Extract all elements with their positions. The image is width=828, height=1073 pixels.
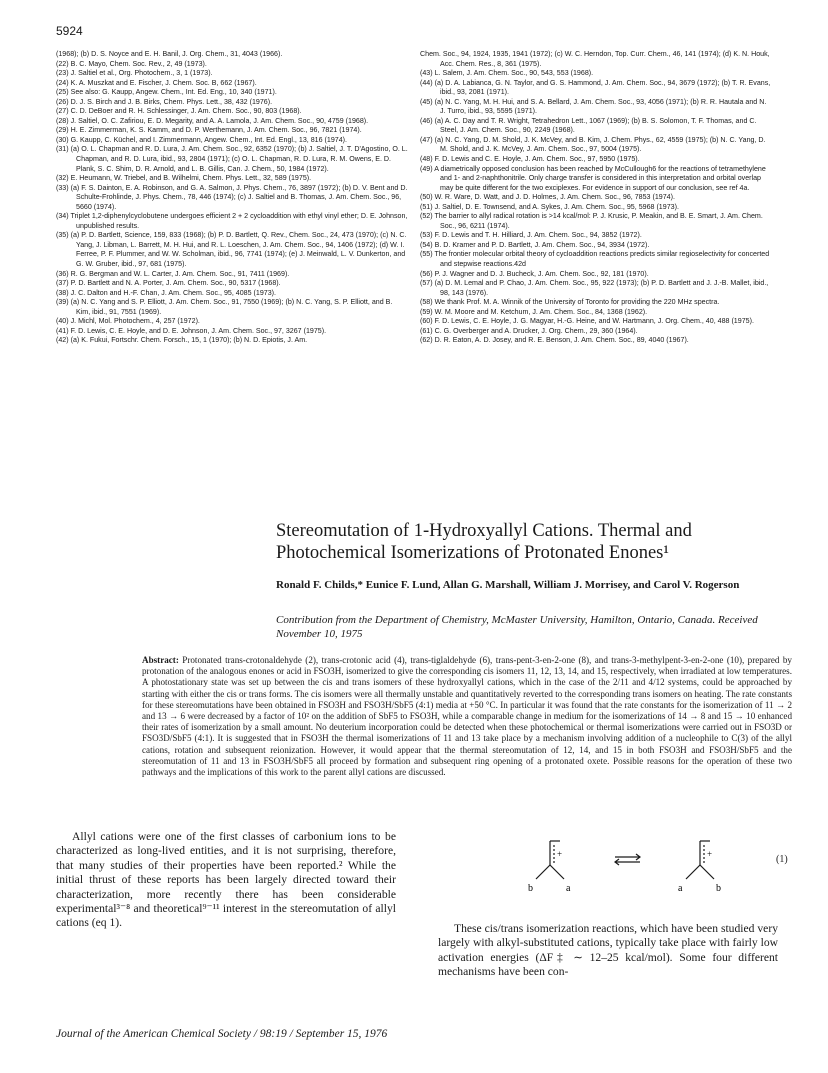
reference-entry: (49) A diametrically opposed conclusion has been reached by McCullough6 for the reactions of tetramethylene and 1- and 2-naphthonitrile. Only charge transfer is considered in this interpretation and orbital overlap may be quite different for the two exciplexes. For evidence in support of our conclusion, see ref 4a.: [420, 164, 766, 192]
reference-entry: (48) F. D. Lewis and C. E. Hoyle, J. Am. Chem. Soc., 97, 5950 (1975).: [420, 155, 640, 164]
reference-entry: (45) (a) N. C. Yang, M. H. Hui, and S. A. Bellard, J. Am. Chem. Soc., 93, 4056 (1971); (b) R. R. Hautala and N. J. Turro, ibid., 93, 5595 (1971).: [420, 97, 767, 116]
label-right-a: a: [678, 883, 683, 894]
reference-entry: (35) (a) P. D. Bartlett, Science, 159, 833 (1968); (b) P. D. Bartlett, Q. Rev., Chem. Soc., 24, 473 (1970); (c) N. C. Yang, J. Libman, L. Barrett, M. H. Hui, and R. L. Loeschen, J. Am. Chem. Soc., 94, 1406 (1972); (d) W. I. Ferree, P. F. Plummer, and W. W. Scholman, ibid., 96, 7741 (1974); (e) J. Meinwald, L. V. Dunkerton, and G. W. Gruber, ibid., 97, 681 (1975).: [56, 231, 407, 269]
reference-entry: (30) G. Kaupp, C. Küchel, and I. Zimmermann, Angew. Chem., Int. Ed. Engl., 13, 816 (1974).: [56, 135, 347, 144]
abstract-label: Abstract:: [142, 655, 179, 665]
reference-entry: (37) P. D. Bartlett and N. A. Porter, J. Am. Chem. Soc., 90, 5317 (1968).: [56, 279, 281, 288]
reference-entry: (42) (a) K. Fukui, Fortschr. Chem. Forsch., 15, 1 (1970); (b) N. D. Epiotis, J. Am.: [56, 336, 308, 345]
references-right-column: [420, 50, 772, 346]
charge-right: +: [707, 849, 713, 859]
reference-entry: (53) F. D. Lewis and T. H. Hilliard, J. Am. Chem. Soc., 94, 3852 (1972).: [420, 231, 642, 240]
reference-entry: (52) The barrier to allyl radical rotation is >14 kcal/mol: P. J. Krusic, P. Meakin, and B. E. Smart, J. Am. Chem. Soc., 96, 6211 (1974).: [420, 212, 763, 230]
reference-entry: (36) R. G. Bergman and W. L. Carter, J. Am. Chem. Soc., 91, 7411 (1969).: [56, 269, 290, 278]
reference-entry: (58) We thank Prof. M. A. Winnik of the University of Toronto for providing the 220 MHz spectra.: [420, 298, 720, 307]
reference-entry: (31) (a) O. L. Chapman and R. D. Lura, J. Am. Chem. Soc., 92, 6352 (1970); (b) J. Saltiel, J. T. D'Agostino, O. L. Chapman, and R. D. Lura, ibid., 93, 2804 (1971); (c) O. L. Chapman, R. D. Lura, R. M. Owens, E. D. Plank, S. C. Shim, D. R. Arnold, and L. B. Gillis, Can. J. Chem., 50, 1984 (1972).: [56, 145, 408, 173]
equation-number: (1): [776, 854, 788, 865]
article-authors: Ronald F. Childs,* Eunice F. Lund, Allan G. Marshall, William J. Morrisey, and Carol V. Rogerson: [276, 579, 740, 591]
reference-entry: (41) F. D. Lewis, C. E. Hoyle, and D. E. Johnson, J. Am. Chem. Soc., 97, 3267 (1975).: [56, 326, 327, 335]
reference-entry: (39) (a) N. C. Yang and S. P. Elliott, J. Am. Chem. Soc., 91, 7550 (1969); (b) N. C. Yang, S. P. Elliott, and B. Kim, ibid., 91, 7551 (1969).: [56, 298, 393, 316]
journal-footer: Journal of the American Chemical Society / 98:19 / September 15, 1976: [56, 1028, 388, 1040]
article-title: Stereomutation of 1-Hydroxyallyl Cations. Thermal and Photochemical Isomerizations of Protonated Enones¹: [276, 521, 692, 563]
reference-entry: (44) (a) D. A. Labianca, G. N. Taylor, and G. S. Hammond, J. Am. Chem. Soc., 94, 3679 (1972); (b) T. R. Evans, ibid., 93, 2081 (1971).: [420, 78, 771, 97]
reference-entry: (56) P. J. Wagner and D. J. Bucheck, J. Am. Chem. Soc., 92, 181 (1970).: [420, 269, 649, 278]
page-number: 5924: [56, 24, 83, 38]
reference-entry: (26) D. J. S. Birch and J. B. Birks, Chem. Phys. Lett., 38, 432 (1976).: [56, 97, 273, 106]
abstract-text: Protonated trans-crotonaldehyde (2), trans-crotonic acid (4), trans-tiglaldehyde (6), trans-pent-3-en-2-one (8), and trans-3-methylpent-3-en-2-one (10), prepared by protonation of the analogous enones or acid in FSO3H, isomerized to give the corresponding cis isomers 11, 12, 13, 14, and 15, respectively, when irradiated at low temperatures. A photostationary state was set up between the cis and trans isomers of these hydroxyallyl cations, which in the case of the 2/11 and 4/12 systems, could be approached by starting with either the cis or trans forms. The cis isomers were all thermally unstable and quantitatively reverted to the corresponding trans isomers on heating. The rate constants for these stereomutations have been obtained in FSO3H and FSO3H/SbF5 (4:1) media at +50 °C. In particular it was found that the rate constants for the isomerization of 11 → 2 and 13 → 6 were decreased by a factor of 10² on the addition of SbF5 to FSO3H, while a comparable change in medium for the isomerizations of 14 → 8 and 15 → 10 enhanced their rates of isomerization by a small amount. No deuterium incorporation could be detected when these photochemical or thermal isomerizations were carried out in FSO3D or FSO3D/SbF5 (4:1). It is suggested that in FSO3H the thermal isomerizations of 11 and 13 take place by a mechanism involving addition of a nucleophile to C(3) of the allyl cations, rotation and subsequent reionization. However, it would appear that the thermal stereomutation of 12, 14, and 15 in both FSO3H and FSO3H/SbF5 and the stereomutation of 11 and 13 in FSO3H/SbF5 all proceed by formation and subsequent ring opening of a protonated oxete. Possible reasons for the operation of these two pathways and the implications of this work to the parent allyl cations are discussed.: [142, 655, 792, 778]
reference-entry: (62) D. R. Eaton, A. D. Josey, and R. E. Benson, J. Am. Chem. Soc., 89, 4040 (1967).: [420, 336, 689, 345]
reference-entry: (46) (a) A. C. Day and T. R. Wright, Tetrahedron Lett., 1067 (1969); (b) B. S. Solomon, T. F. Thomas, and C. Steel, J. Am. Chem. Soc., 90, 2249 (1968).: [420, 116, 757, 135]
label-left-a: a: [566, 883, 571, 894]
body-text-right: These cis/trans isomerization reactions, which have been studied very largely with alkyl-substituted cations, typically take place with fairly low activation energies (ΔF‡ ∼ 12–25 kcal/mol). Some four different mechanisms have been con-: [438, 922, 778, 979]
reference-entry: (28) J. Saltiel, O. C. Zafiriou, E. D. Megarity, and A. A. Lamola, J. Am. Chem. Soc., 90, 4759 (1968).: [56, 116, 369, 125]
reference-entry: (60) F. D. Lewis, C. E. Hoyle, J. G. Magyar, H.-G. Heine, and W. Hartmann, J. Org. Chem., 40, 488 (1975).: [420, 317, 754, 326]
reference-entry: (57) (a) D. M. Lemal and P. Chao, J. Am. Chem. Soc., 95, 922 (1973); (b) P. D. Bartlett and J. J.-B. Mallet, ibid., 98, 143 (1976).: [420, 279, 769, 297]
reference-entry: Chem. Soc., 94, 1924, 1935, 1941 (1972); (c) W. C. Herndon, Top. Curr. Chem., 46, 141 (1974); (d) K. N. Houk, Acc. Chem. Res., 8, 361 (1975).: [420, 50, 770, 68]
reference-entry: (54) B. D. Kramer and P. D. Bartlett, J. Am. Chem. Soc., 94, 3934 (1972).: [420, 240, 650, 249]
label-left-b: b: [528, 883, 533, 894]
reference-entry: (55) The frontier molecular orbital theory of cycloaddition reactions predicts similar regioselectivity for concerted and stepwise reactions.42d: [420, 250, 770, 269]
abstract: [142, 655, 792, 778]
reference-entry: (23) J. Saltiel et al., Org. Photochem., 3, 1 (1973).: [56, 69, 213, 78]
reference-entry: (33) (a) F. S. Dainton, E. A. Robinson, and G. A. Salmon, J. Phys. Chem., 76, 3897 (1972); (b) D. V. Bent and D. Schulte-Frohlinde, J. Phys. Chem., 78, 446 (1974); (c) J. Saltiel and B. Thomas, J. Am. Chem. Soc., 96, 5660 (1974).: [56, 183, 408, 211]
reference-entry: (29) H. E. Zimmerman, K. S. Kamm, and D. P. Werthemann, J. Am. Chem. Soc., 96, 7821 (1974).: [56, 126, 362, 135]
charge-left: +: [557, 849, 563, 859]
references-left-column: [56, 50, 408, 346]
reference-entry: (38) J. C. Dalton and H.-F. Chan, J. Am. Chem. Soc., 95, 4085 (1973).: [56, 288, 277, 297]
reference-entry: (40) J. Michl, Mol. Photochem., 4, 257 (1972).: [56, 317, 200, 326]
reference-entry: (50) W. R. Ware, D. Watt, and J. D. Holmes, J. Am. Chem. Soc., 96, 7853 (1974).: [420, 193, 675, 202]
reference-entry: (47) (a) N. C. Yang, D. M. Shold, J. K. McVey, and B. Kim, J. Chem. Phys., 62, 4559 (1975); (b) N. C. Yang, D. M. Shold, and J. K. McVey, J. Am. Chem. Soc., 97, 5004 (1975).: [420, 135, 766, 154]
reference-entry: (43) L. Salem, J. Am. Chem. Soc., 90, 543, 553 (1968).: [420, 69, 594, 78]
reference-entry: (24) K. A. Muszkat and E. Fischer, J. Chem. Soc. B, 662 (1967).: [56, 78, 257, 87]
reference-entry: (1968); (b) D. S. Noyce and E. H. Banil, J. Org. Chem., 31, 4043 (1966).: [56, 50, 283, 58]
reference-entry: (61) C. G. Overberger and A. Drucker, J. Org. Chem., 29, 360 (1964).: [420, 326, 638, 335]
article-affiliation: Contribution from the Department of Chemistry, McMaster University, Hamilton, Ontario, Canada. Received November 10, 1975: [276, 614, 758, 640]
reference-entry: (51) J. Saltiel, D. E. Townsend, and A. Sykes, J. Am. Chem. Soc., 95, 5968 (1973).: [420, 202, 679, 211]
reference-entry: (32) E. Heumann, W. Triebel, and B. Wilhelmi, Chem. Phys. Lett., 32, 589 (1975).: [56, 174, 312, 183]
reference-entry: (34) Triplet 1,2-diphenylcyclobutene undergoes efficient 2 + 2 cycloaddition with ethyl vinyl ether; D. E. Johnson, unpublished results.: [56, 212, 408, 230]
reference-entry: (59) W. M. Moore and M. Ketchum, J. Am. Chem. Soc., 84, 1368 (1962).: [420, 307, 648, 316]
reference-entry: (27) C. D. DeBoer and R. H. Schlessinger, J. Am. Chem. Soc., 90, 803 (1968).: [56, 107, 302, 116]
reference-entry: (25) See also: G. Kaupp, Angew. Chem., Int. Ed. Eng., 10, 340 (1971).: [56, 88, 277, 97]
label-right-b: b: [716, 883, 721, 894]
body-text-left: Allyl cations were one of the first classes of carbonium ions to be characterized as long-lived entities, and it is not surprising, therefore, that many studies of their properties have been reported.² While the initial thrust of these reports has been largely directed toward their characterization, more recently there has been considerable experimental³⁻⁸ and theoretical⁹⁻¹¹ interest in the stereomutation of allyl cations (eq 1).: [56, 830, 396, 930]
reference-entry: (22) B. C. Mayo, Chem. Soc. Rev., 2, 49 (1973).: [56, 59, 207, 68]
equation-1-scheme: [500, 835, 800, 905]
